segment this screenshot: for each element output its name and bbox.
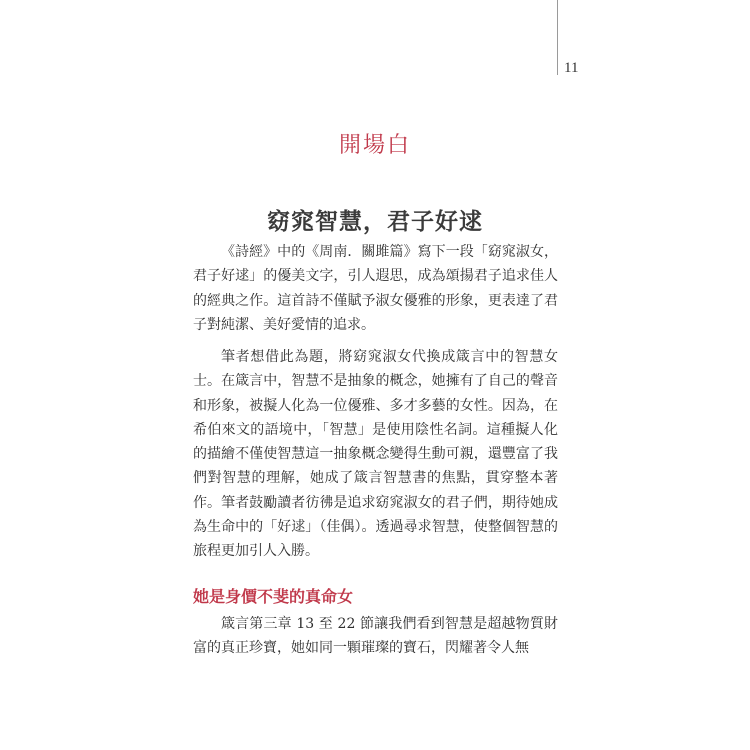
page-number: 11: [564, 60, 579, 76]
margin-rule: [557, 0, 558, 75]
chapter-title: 開場白: [338, 133, 411, 158]
subheading: 她是身價不斐的真命女: [193, 587, 354, 606]
body-paragraph: 箴言第三章 13 至 22 節讓我們看到智慧是超越物質財富的真正珍寶，她如同一顆璀璨的寶石，閃耀著令人無: [193, 616, 558, 657]
body-paragraph: 筆者想借此為題，將窈窕淑女代換成箴言中的智慧女士。在箴言中，智慧不是抽象的概念，她擁有了自己的聲音和形象，被擬人化為一位優雅、多才多藝的女性。因為，在希伯來文的語境中，「智慧」是使用陰性名詞。這種擬人化的描繪不僅使智慧這一抽象概念變得生動可親，還豐富了我們對智慧的理解，她成了箴言智慧書的焦點，貫穿整本著作。筆者鼓勵讀者彷彿是追求窈窕淑女的君子們，期待她成為生命中的「好逑」（佳偶）。透過尋求智慧，使整個智慧的旅程更加引人入勝。: [193, 349, 558, 560]
body-paragraph: 《詩經》中的《周南．關雎篇》寫下一段「窈窕淑女，君子好逑」的優美文字，引人遐思，成為頌揚君子追求佳人的經典之作。這首詩不僅賦予淑女優雅的形象，更表達了君子對純潔、美好愛情的追求。: [193, 244, 558, 333]
section-title: 窈窕智慧，君子好逑: [267, 208, 483, 235]
